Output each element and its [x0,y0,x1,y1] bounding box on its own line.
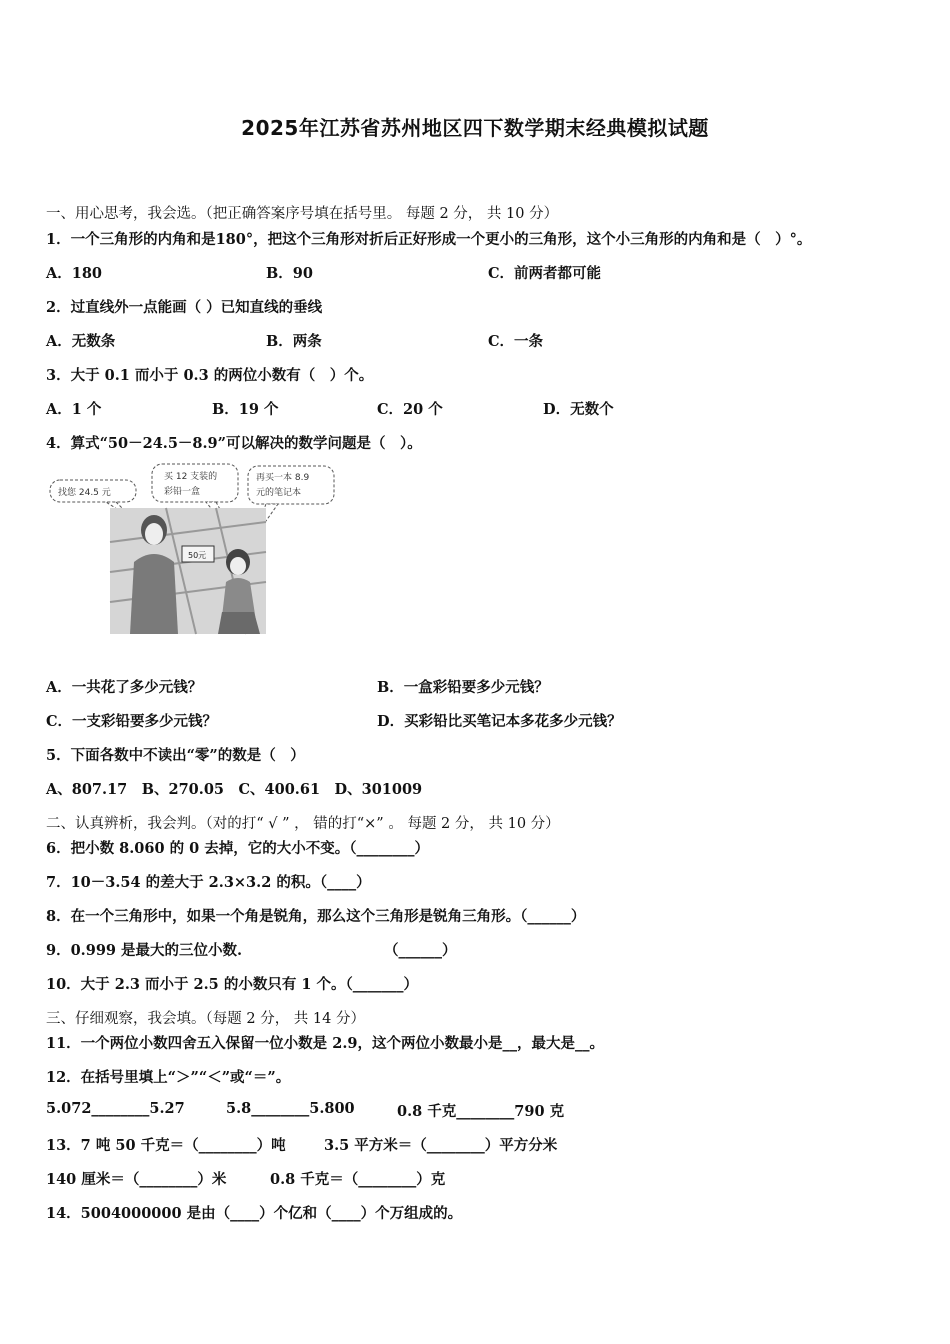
q13-item-1: 13．7 吨 50 千克＝（________）吨 [46,1137,286,1154]
question-3: 3．大于 0.1 而小于 0.3 的两位小数有（ ）个。 [46,367,374,384]
q1-option-b: B．90 [266,265,313,282]
shop-illustration [46,462,346,637]
bubble-notebook-line1: 再买一本 8.9 [256,473,310,483]
q13-item-3: 140 厘米＝（________）米 [46,1171,227,1188]
q12-item-3: 0.8 千克________790 克 [397,1103,565,1120]
question-7: 7．10－3.54 的差大于 2.3×3.2 的积。（____） [46,874,371,891]
q12-item-1: 5.072________5.27 [46,1100,185,1117]
q3-option-b: B．19 个 [212,401,279,418]
q12-item-2: 5.8________5.800 [226,1100,355,1117]
section-2-header: 二、认真辨析，我会判。（对的打“ √ ” ， 错的打“×” 。 每题 2 分， 共 10 分） [46,816,560,832]
question-6: 6．把小数 8.060 的 0 去掉，它的大小不变。（________） [46,840,430,857]
question-8: 8．在一个三角形中，如果一个角是锐角，那么这个三角形是锐角三角形。（______） [46,908,586,925]
question-4: 4．算式“50－24.5－8.9”可以解决的数学问题是（ ）。 [46,435,422,452]
q13-item-2: 3.5 平方米＝（________）平方分米 [324,1137,558,1154]
q4-option-c: C．一支彩铅要多少元钱？ [46,713,218,730]
question-1: 1．一个三角形的内角和是180°，把这个三角形对折后正好形成一个更小的三角形，这个小三角形的内角和是（ ）°。 [46,231,812,248]
section-3-header: 三、仔细观察，我会填。（每题 2 分， 共 14 分） [46,1011,365,1027]
q2-option-c: C．一条 [488,333,544,350]
q1-option-a: A．180 [46,265,103,282]
question-9: 9．0.999 是最大的三位小数. [46,942,243,959]
q2-option-b: B．两条 [266,333,322,350]
question-2: 2．过直线外一点能画（ ）已知直线的垂线 [46,299,323,316]
page-title: 2025年江苏省苏州地区四下数学期末经典模拟试题 [241,116,709,140]
q5-options: A、807.17 B、270.05 C、400.61 D、301009 [46,781,423,798]
question-11: 11．一个两位小数四舍五入保留一位小数是 2.9，这个两位小数最小是__，最大是__。 [46,1035,604,1052]
bubble-change-text: 找您 24.5 元 [58,488,111,498]
q3-option-c: C．20 个 [377,401,443,418]
q4-option-a: A．一共花了多少元钱？ [46,679,203,696]
q4-option-d: D．买彩铅比买笔记本多花多少元钱？ [377,713,622,730]
bubble-pencils-line1: 买 12 支装的 [164,472,218,482]
bubble-notebook [248,466,334,504]
q1-option-c: C．前两者都可能 [488,265,602,282]
q4-option-b: B．一盒彩铅要多少元钱？ [377,679,549,696]
section-1-header: 一、用心思考，我会选。（把正确答案序号填在括号里。 每题 2 分， 共 10 分） [46,206,559,222]
q3-option-a: A．1 个 [46,401,102,418]
money-note-text: 50元 [188,551,207,560]
q3-option-d: D．无数个 [543,401,614,418]
question-9-blank: （______） [384,942,457,959]
q2-option-a: A．无数条 [46,333,116,350]
bubble-pencils-line2: 彩铅一盒 [164,487,201,497]
q13-item-4: 0.8 千克＝（________）克 [270,1171,446,1188]
bubble-notebook-line2: 元的笔记本 [256,488,302,498]
question-12: 12．在括号里填上“＞”“＜”或“＝”。 [46,1069,291,1086]
question-5: 5．下面各数中不读出“零”的数是（ ） [46,747,305,764]
question-14: 14．5004000000 是由（____）个亿和（____）个万组成的。 [46,1205,463,1222]
question-10: 10．大于 2.3 而小于 2.5 的小数只有 1 个。（_______） [46,976,419,993]
